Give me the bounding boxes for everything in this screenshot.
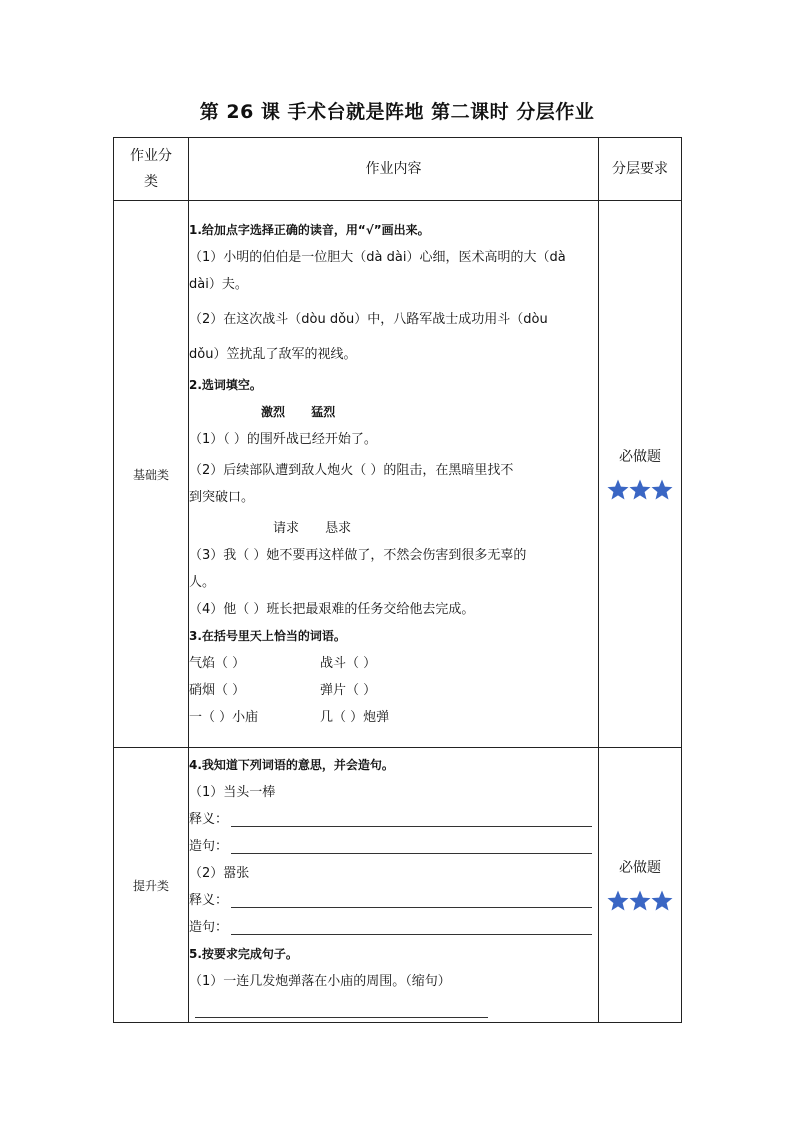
header-category-line1: 作业分: [130, 148, 172, 164]
q3-row: [189, 650, 598, 677]
star-icon: [650, 478, 674, 502]
advanced-row: [114, 748, 682, 1023]
header-content: 作业内容: [189, 138, 599, 201]
q4-meaning-2: [189, 887, 598, 914]
advanced-requirement-label: 必做题: [619, 860, 661, 876]
star-icon: [628, 889, 652, 913]
word-choice: 激烈: [261, 405, 286, 419]
q5-answer-line[interactable]: [195, 1003, 488, 1018]
q2-sentence-3a: （3）我（ ）她不要再这样做了，不然会伤害到很多无辜的: [189, 548, 527, 563]
advanced-content: [189, 748, 599, 1023]
basic-category: 基础类: [114, 201, 189, 748]
q2-sentence-1: （1）（ ）的围歼战已经开始了。: [189, 432, 377, 447]
sentence-answer-line[interactable]: [231, 920, 592, 935]
meaning-label: 释义：: [189, 893, 229, 908]
q2-title: 2.选词填空。: [189, 378, 262, 392]
q3-item: 气焰（ ）: [189, 656, 246, 671]
q1-title: 1.给加点字选择正确的读音，用“√”画出来。: [189, 223, 430, 237]
q5-title: 5.按要求完成句子。: [189, 947, 298, 961]
basic-row: [114, 201, 682, 748]
homework-table: [113, 137, 682, 1023]
star-icon: [606, 478, 630, 502]
q3-item: 战斗（ ）: [320, 656, 377, 671]
q3-row: [189, 704, 598, 731]
q4-sentence-2: [189, 914, 598, 941]
page-title: 第 26 课 手术台就是阵地 第二课时 分层作业: [199, 101, 595, 123]
header-requirement: 分层要求: [599, 138, 682, 201]
q1-line1: （1）小明的伯伯是一位胆大（dà dài）心细，医术高明的大（dà: [189, 250, 566, 265]
sentence-label: 造句：: [189, 839, 229, 854]
q3-item: 几（ ）炮弹: [320, 710, 390, 725]
q3-item: 硝烟（ ）: [189, 683, 246, 698]
q1-line3: （2）在这次战斗（dòu dǒu）中，八路军战士成功用斗（dòu: [189, 312, 548, 327]
word-choice: 请求: [273, 521, 300, 536]
meaning-answer-line[interactable]: [231, 812, 592, 827]
q4-title: 4.我知道下列词语的意思，并会造句。: [189, 758, 394, 772]
meaning-answer-line[interactable]: [231, 893, 592, 908]
advanced-star-rating: [599, 889, 681, 913]
basic-requirement-label: 必做题: [619, 449, 661, 465]
q2-sentence-3b: 人。: [189, 575, 216, 590]
star-icon: [628, 478, 652, 502]
q1-line2: dài）夫。: [189, 277, 248, 292]
sentence-label: 造句：: [189, 920, 229, 935]
q3-title: 3.在括号里天上恰当的词语。: [189, 629, 346, 643]
star-icon: [606, 889, 630, 913]
star-icon: [650, 889, 674, 913]
q3-row: [189, 677, 598, 704]
basic-requirement: [599, 201, 682, 748]
basic-star-rating: [599, 478, 681, 502]
header-category: [114, 138, 189, 201]
sentence-answer-line[interactable]: [231, 839, 592, 854]
q2-word-choices-1: [189, 399, 598, 426]
advanced-requirement: [599, 748, 682, 1023]
q2-sentence-2a: （2）后续部队遭到敌人炮火（ ）的阻击，在黑暗里找不: [189, 463, 514, 478]
q4-item-1: （1）当头一棒: [189, 785, 276, 800]
q2-sentence-2b: 到突破口。: [189, 490, 255, 505]
word-choice: 猛烈: [311, 405, 336, 419]
basic-content: [189, 201, 599, 748]
q3-item: 弹片（ ）: [320, 683, 377, 698]
header-row: [114, 138, 682, 201]
q2-sentence-4: （4）他（ ）班长把最艰难的任务交给他去完成。: [189, 602, 475, 617]
q3-item: 一（ ）小庙: [189, 710, 259, 725]
q5-item-1: （1）一连几发炮弹落在小庙的周围。（缩句）: [189, 974, 451, 989]
advanced-category: 提升类: [114, 748, 189, 1023]
q4-sentence-1: [189, 833, 598, 860]
meaning-label: 释义：: [189, 812, 229, 827]
q1-line4: dǒu）笠扰乱了敌军的视线。: [189, 347, 357, 362]
word-choice: 恳求: [325, 521, 352, 536]
q2-word-choices-2: [189, 515, 598, 542]
q4-meaning-1: [189, 806, 598, 833]
header-category-line2: 类: [144, 174, 158, 190]
q4-item-2: （2）嚣张: [189, 866, 250, 881]
